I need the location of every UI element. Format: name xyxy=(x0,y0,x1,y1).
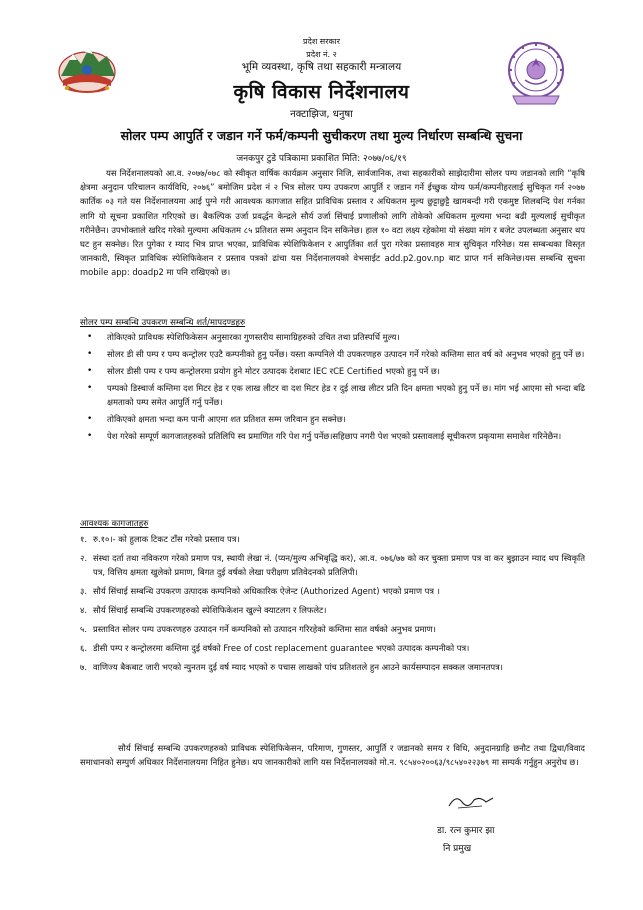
list-item-text: तोकिएको क्षमता भन्दा कम पानी आएमा शत प्रतिशत सम्म जरिवान हुन सक्नेछ। xyxy=(107,414,346,425)
list-item-text: सोलर डीसी पम्प र पम्प कन्ट्रोलरमा प्रयोग हुने मोटर उत्पादक देशबाट IEC रCE Certified भएको हुनु पर्ने छ। xyxy=(107,365,440,376)
list-number: १. xyxy=(80,534,88,544)
list-item-text: डीसी पम्प र कन्ट्रोलरमा कम्तिमा दुई वर्षको Free of cost replacement guarantee भएको उत्पादक कम्पनीको पत्र। xyxy=(93,642,470,653)
list-item xyxy=(80,584,585,598)
list-number: २. xyxy=(80,552,88,563)
header-province: प्रदेश नं. २ xyxy=(306,50,337,59)
list-item xyxy=(80,381,585,410)
list-item xyxy=(80,429,585,443)
notice-title: सोलर पम्प आपुर्ति र जडान गर्ने फर्म/कम्पनी सुचीकरण तथा मुल्य निर्धारण सम्बन्धि सुचना xyxy=(120,128,523,143)
list-item xyxy=(80,532,585,546)
intro-text: यस निर्देशनालयको आ.व. २०७७/०७८ को स्वीकृत वार्षिक कार्यक्रम अनुसार निजि, सार्वजानिक, तथा सहकारीको साझेदारीमा सोलर पम्प जडानको लागि “कृषि क्षेत्रमा अनुदान परिचालन कार्यविधि, २०७६” बमोजिम प्रदेश नं २ भित्र सोलर पम्प उपकरण आपुर्ति र जडान गर्ने ईच्छुक योग्य फर्म/कम्पनीहरलाई सुचिकृत गर्न २०७७ कार्तिक ०३ गते यस निर्देशनालयमा आई पुग्ने गरी आवश्यक कागजात सहित प्राविधिक प्रस्ताव र अधिकतम मुल्य छुट्टाछुट्टै खामबन्दी गरी एकमुष्ट शिलबन्दि पेश गर्नका लागि यो सूचना प्रकाशित गरिएको छ। बैकल्पिक उर्जा प्रवर्द्धन केन्द्रले सौर्य उर्जा सिंचाई प्रणालीको लागि तोकेको अधिकतम मुल्यमा भन्दा बढी मुल्यलाई सुचीकृत गरीनेछैन। उपभोक्ताले खरिद गरेको मुल्यमा अधिकतम ८५ प्रतिशत सम्म अनुदान दिन सकिनेछ। हाल १० वटा लक्ष्य रहेकोमा यो संख्या मांग र बजेट उपलब्धता अनुसार थप घट हुन सक्नेछ। रित पुगेका र म्याद भित्र प्राप्त भएका, प्राविधिक स्पेशिफिकेशन र आपुर्तिका शर्त पुरा गरेका प्रस्तावहरु मात्र सुचिकृत गरिनेछ। यस सम्बन्धका विस्तृत जानकारी, स्विकृत प्राविधिक स्पेशिफिकेशन र प्रस्ताव पत्रको ढांचा यस निर्देशनालयको वेभसाईट add.p2.gov.np बाट प्राप्त गर्न सकिनेछ।यस सम्बन्धि सुचना mobile app: doadp2 मा पनि राखिएको छ। xyxy=(80,168,585,278)
header-address: नक्टाझिज, धनुषा xyxy=(290,109,353,120)
list-item-text: तोकिएको प्राविधक स्पेशिफिकेसन अनुसारका गुणस्तरीय सामाग्रिहरुको उचित तथा प्रतिस्पर्धि मुल्य। xyxy=(107,332,400,342)
intro-paragraph xyxy=(80,166,585,280)
list-item-text: पम्पको डिस्चार्ज कम्तिमा दश मिटर हेड र एक लाख लीटर वा दश मिटर हेड र दुई लाख लीटर प्रति दिन क्षमता भएको हुनु पर्ने छ। मांग भई आएमा सो भन्दा बढि क्षमताको पम्प समेत आपुर्ति गर्नु पर्नेछ। xyxy=(107,382,585,408)
header-government: प्रदेश सरकार xyxy=(303,37,340,46)
list-number: ६. xyxy=(80,642,88,653)
list-item-text: सोलर डी सी पम्प र पम्प कन्ट्रोलर एउटै कम्पनीको हुनु पर्नेछ। यस्ता कम्पनिले यी उपकरणहरु उत्पादन गर्ने गरेको कम्तिमा सात वर्ष को अनुभव भएको हुनु पर्ने छ। xyxy=(107,348,585,359)
list-item-text: संस्था दर्ता तथा नविकरण गरेको प्रमाण पत्र, स्थायी लेखा नं. (प्यन/मुल्य अभिबृद्धि कर), आ.व. ०७६/७७ को कर चुक्ता प्रमाण पत्र वा कर बुझाउन म्याद थप स्विकृति पत्र, वित्तिय क्षमता खुलेको प्रमाण, बिगत दुई वर्षको लेखा परीक्षण प्रतिवेदनको प्रतिलिपी। xyxy=(93,552,585,578)
bullet-icon: • xyxy=(87,348,93,359)
list-item xyxy=(80,603,585,617)
list-number: ३. xyxy=(80,586,88,597)
bullet-icon: • xyxy=(87,332,93,342)
closing-text: सौर्य सिंचाई सम्बन्धि उपकरणहरुको प्राविधक स्पेशिफिकेसन, परिमाण, गुणस्तर, आपुर्ति र जडानको समय र विधि, अनुदानग्राहि छनौट तथा द्विधा/विवाद समाधानको सम्पुर्ण अधिकार निर्देशनालयमा निहित हुनेछ। थप जानकारीको लागि यस निर्देशनालयको मो.न. ९८५४०२००६३/९८५४०२२३७९ मा सम्पर्क गर्नुहुन अनुरोध छ। xyxy=(80,743,585,768)
bullet-icon: • xyxy=(87,430,93,441)
list-item-text: प्रस्तावित सोलर पम्प उपकरणहरु उत्पादन गर्ने कम्पनिको सो उत्पादन गरिरहेको कम्तिमा सात वर्षको अनुभव प्रमाण। xyxy=(93,624,436,635)
signature-icon xyxy=(446,790,496,812)
list-item-text: सौर्य सिंचाई सम्बन्धि उपकरण उत्पादक कम्पनिको अधिकारिक ऐजेन्ट (Authorized Agent) भएको प्रमाण पत्र । xyxy=(93,586,440,597)
header-office: कृषि विकास निर्देशनालय xyxy=(233,81,410,103)
list-item xyxy=(80,412,585,426)
signatory-title: नि प्रमुख xyxy=(443,844,472,854)
list-item xyxy=(80,622,585,636)
list-item-text: रु.१०।- को हुलाक टिकट टाँस गरेको प्रस्ताव पत्र। xyxy=(93,534,240,544)
list-item xyxy=(80,364,585,378)
signatory-name: डा. रत्न कुमार झा xyxy=(437,826,495,836)
documents-heading: आवश्यक कागजातहरु xyxy=(80,519,149,529)
list-item xyxy=(80,641,585,655)
list-item-text: पेश गरेको सम्पूर्ण कागजातहरुको प्रतिलिपि स्व प्रमाणित गरि पेश गर्नु पर्नेछ।सहिछाप नगरी पेश भएको प्रस्तावलाई सूचीकरण प्रकृयामा समावेश गरिनेछैन। xyxy=(107,430,562,441)
publication-date: जनकपुर टुडे पत्रिकामा प्रकाशित मिति: २०७७/०६/१९ xyxy=(236,154,407,164)
list-item-text: सौर्य सिंचाई सम्बन्धि उपकरणहरुको स्पेशिफिकेशन खुल्ने क्याटलग र लिफलेट। xyxy=(93,605,327,616)
header-ministry: भूमि व्यवस्था, कृषि तथा सहकारी मन्त्रालय xyxy=(241,61,402,73)
conditions-list xyxy=(80,330,585,446)
list-item xyxy=(80,347,585,361)
documents-list xyxy=(80,532,585,679)
closing-paragraph xyxy=(80,741,585,770)
list-item xyxy=(80,551,585,580)
list-number: ४. xyxy=(80,605,88,616)
list-number: ७. xyxy=(80,661,88,672)
bullet-icon: • xyxy=(87,365,93,376)
list-number: ५. xyxy=(80,624,88,635)
conditions-heading: सोलर पम्प सम्बन्धि उपकरण सम्बन्धि शर्त/मापदण्डहरु xyxy=(80,318,246,328)
bullet-icon: • xyxy=(87,382,93,393)
bullet-icon: • xyxy=(87,414,93,425)
list-item xyxy=(80,660,585,674)
list-item-text: वाणिज्य बैकबाट जारी भएको न्युनतम दुई वर्ष म्याद भएको रु पचास लाखको पांच प्रतिशतले हुन आउने कार्यसम्पादन सक्कल जमानतपत्र। xyxy=(93,661,503,672)
list-item xyxy=(80,330,585,344)
